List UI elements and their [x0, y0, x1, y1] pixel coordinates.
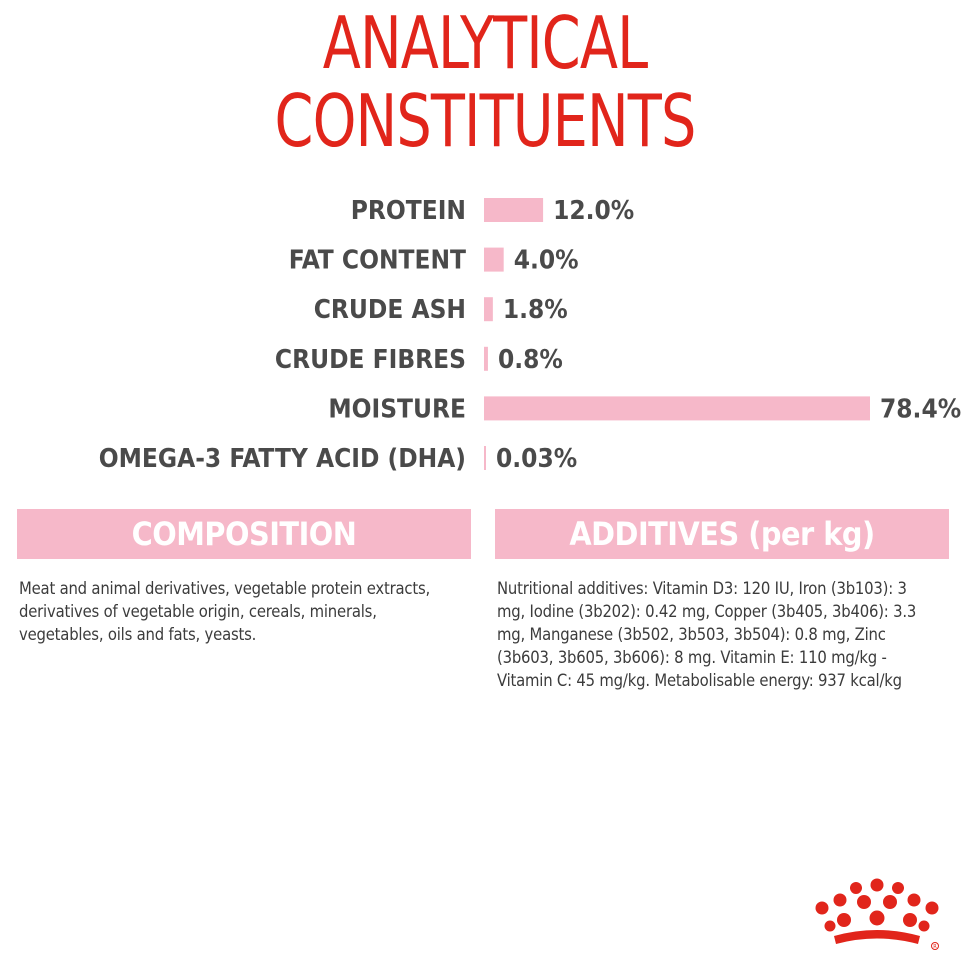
title-line-2: CONSTITUENTS — [274, 79, 696, 163]
bar — [484, 347, 488, 371]
bar — [484, 198, 543, 222]
bar — [484, 248, 504, 272]
value-label: 0.03% — [496, 444, 578, 474]
additives-header: ADDITIVES (per kg) — [495, 509, 949, 559]
value-label: 78.4% — [880, 394, 962, 425]
crown-icon — [812, 878, 942, 952]
composition-text: Meat and animal derivatives, vegetable protein extracts, derivatives of vegetable origin, cereals, minerals, vegetables, oils and fats, yeasts. — [19, 579, 431, 644]
bar — [484, 446, 486, 470]
category-label: PROTEIN — [350, 196, 466, 226]
value-label: 0.8% — [497, 344, 563, 375]
bar — [484, 396, 870, 420]
page-title — [68, 1, 902, 163]
analytical-constituents-chart — [0, 180, 970, 490]
svg-text:R: R — [933, 944, 937, 950]
category-label: FAT CONTENT — [288, 245, 466, 276]
category-label: MOISTURE — [328, 394, 466, 425]
category-label: OMEGA-3 FATTY ACID (DHA) — [98, 444, 466, 474]
additives-text: Nutritional additives: Vitamin D3: 120 IU, Iron (3b103): 3 mg, Iodine (3b202): 0.42 mg, Copper (3b405, 3b406): 3.3 mg, Manganese (3b502, 3b503, 3b504): 0.8 mg, Zinc (3b603, 3b605, 3b606): 8 mg. Vitamin E: 110 mg/kg - Vitamin C: 45 mg/kg. Metabolisable energy: 937 kcal/kg — [497, 579, 917, 690]
value-label: 12.0% — [553, 196, 635, 226]
title-line-1: ANALYTICAL — [322, 1, 648, 85]
composition-header: COMPOSITION — [17, 509, 471, 559]
bar — [484, 297, 493, 321]
value-label: 1.8% — [502, 295, 568, 326]
category-label: CRUDE FIBRES — [274, 344, 466, 375]
value-label: 4.0% — [513, 245, 579, 276]
category-label: CRUDE ASH — [313, 295, 466, 326]
